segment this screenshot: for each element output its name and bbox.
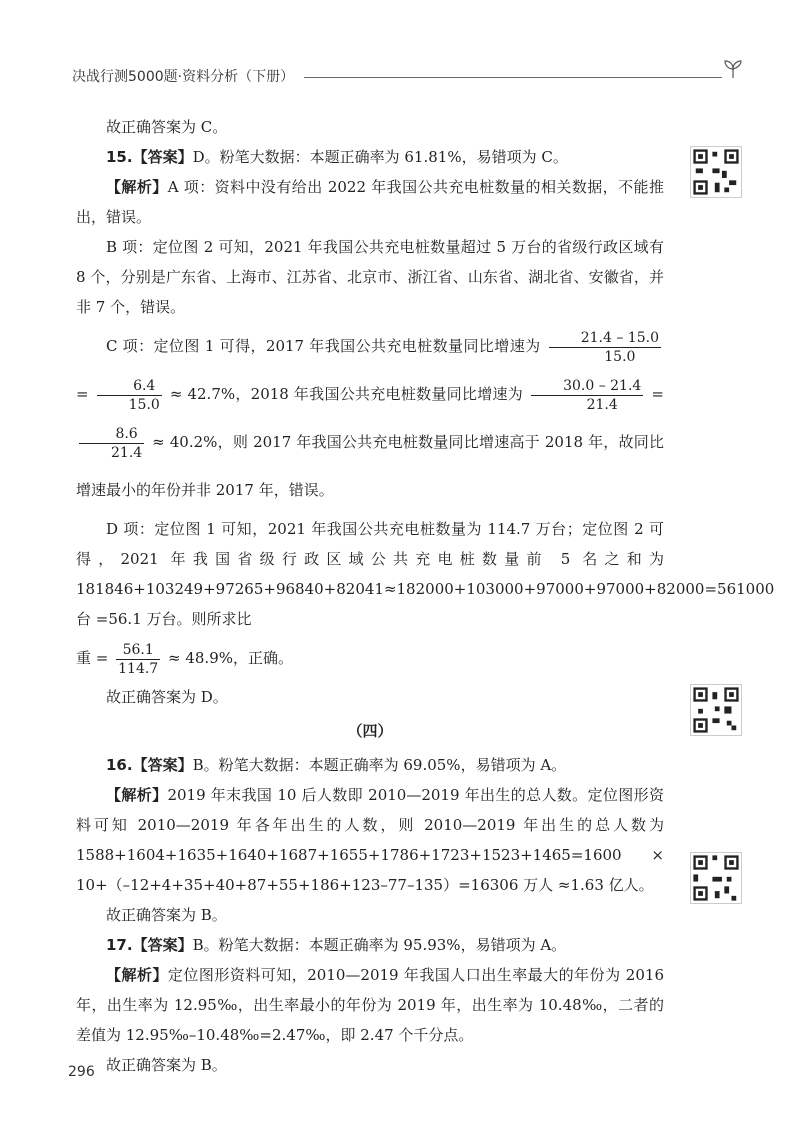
- q17-answer: [76, 930, 664, 960]
- option-d-text-3: ≈ 48.9%，正确。: [168, 649, 293, 667]
- answer-label: 16.【答案】: [106, 756, 193, 774]
- q16-answer: [76, 750, 664, 780]
- running-header: [72, 64, 744, 88]
- page-number: 296: [68, 1064, 95, 1080]
- qr-code-icon[interactable]: [690, 684, 742, 736]
- sprout-icon: [722, 58, 744, 80]
- equals-sign: =: [651, 385, 664, 403]
- answer-line: 故正确答案为 B。: [106, 1056, 227, 1074]
- qr-code-icon[interactable]: [690, 852, 742, 904]
- answer-label: 15.【答案】: [106, 148, 193, 166]
- answer-line: 故正确答案为 C。: [106, 118, 228, 136]
- analysis-label: 【解析】: [106, 966, 168, 984]
- option-d-text-2: 重 =: [76, 649, 109, 667]
- analysis-label: 【解析】: [106, 178, 168, 196]
- page-body: [76, 112, 775, 1080]
- q15-option-a: [76, 172, 664, 232]
- option-c-text-2: 42.7%，2018 年我国公共充电桩数量同比增速为: [187, 385, 524, 403]
- q15-option-d-cont: [76, 634, 664, 682]
- section-heading: （四）: [347, 722, 393, 740]
- q15-answer: [76, 142, 664, 172]
- fraction-2: $\frac{6.4}{15.0}$: [97, 377, 162, 414]
- fraction-5: $\frac{56.1}{114.7}$: [118, 641, 159, 677]
- analysis-text: 定位图形资料可知，2010—2019 年我国人口出生率最大的年份为 2016 年，出生率为 12.95‰，出生率最小的年份为 2019 年，出生率为 10.48‰，二者的差值为 12.95‰–10.48‰=2.47‰，即 2.47 个千分点。: [76, 966, 664, 1044]
- approx-sign: ≈: [169, 385, 183, 403]
- equals-sign: =: [76, 385, 89, 403]
- analysis-text: 2019 年末我国 10 后人数即 2010—2019 年出生的总人数。定位图形资料可知 2010—2019 年各年出生的人数，则 2010—2019 年出生的总人数为 1588+1604+1635+1640+1687+1655+1786+1723+1523+1465=1600 × 10+（–12+4+35+40+87+55+186+123–77–135）=16306 万人 ≈1.63 亿人。: [76, 786, 664, 894]
- qr-code-icon[interactable]: [690, 146, 742, 198]
- option-c-text-1: C 项：定位图 1 可得，2017 年我国公共充电桩数量同比增速为: [106, 337, 541, 355]
- answer-line: 故正确答案为 B。: [106, 906, 227, 924]
- q15-option-d: D 项：定位图 1 可知，2021 年我国公共充电桩数量为 114.7 万台；定位图 2 可得，2021 年我国省级行政区域公共充电桩数量前 5 名之和为 181846+103249+97265+96840+82041≈182000+103000+97000+97000+82000=561000 台 =56.1 万台。则所求比: [76, 520, 775, 628]
- q15-option-b: B 项：定位图 2 可知，2021 年我国公共充电桩数量超过 5 万台的省级行政区域有 8 个，分别是广东省、上海市、江苏省、北京市、浙江省、山东省、湖北省、安徽省，并非 7 个，错误。: [76, 238, 664, 316]
- option-c-text-3: ≈ 40.2%，则 2017 年我国公共充电桩数量同比增速高于 2018 年，故同比增速最小的年份并非 2017 年，错误。: [76, 433, 664, 499]
- analysis-label: 【解析】: [106, 786, 168, 804]
- option-a-text: A 项：资料中没有给出 2022 年我国公共充电桩数量的相关数据，不能推出，错误。: [76, 178, 664, 226]
- answer-line: 故正确答案为 D。: [106, 688, 228, 706]
- fraction-1: $\frac{21.4 - 15.0}{15.0}$: [549, 329, 661, 366]
- header-rule: [304, 77, 722, 78]
- answer-text: D。粉笔大数据：本题正确率为 61.81%，易错项为 C。: [192, 148, 568, 166]
- q17-analysis: [76, 960, 664, 1050]
- book-title: 决战行测5000题·资料分析（下册）: [72, 69, 295, 85]
- fraction-4: $\frac{8.6}{21.4}$: [79, 425, 144, 462]
- answer-text: B。粉笔大数据：本题正确率为 95.93%，易错项为 A。: [192, 936, 567, 954]
- answer-text: B。粉笔大数据：本题正确率为 69.05%，易错项为 A。: [192, 756, 567, 774]
- fraction-3: $\frac{30.0 - 21.4}{21.4}$: [531, 377, 643, 414]
- answer-label: 17.【答案】: [106, 936, 193, 954]
- q15-option-c: [76, 322, 664, 514]
- q16-analysis: [76, 780, 664, 900]
